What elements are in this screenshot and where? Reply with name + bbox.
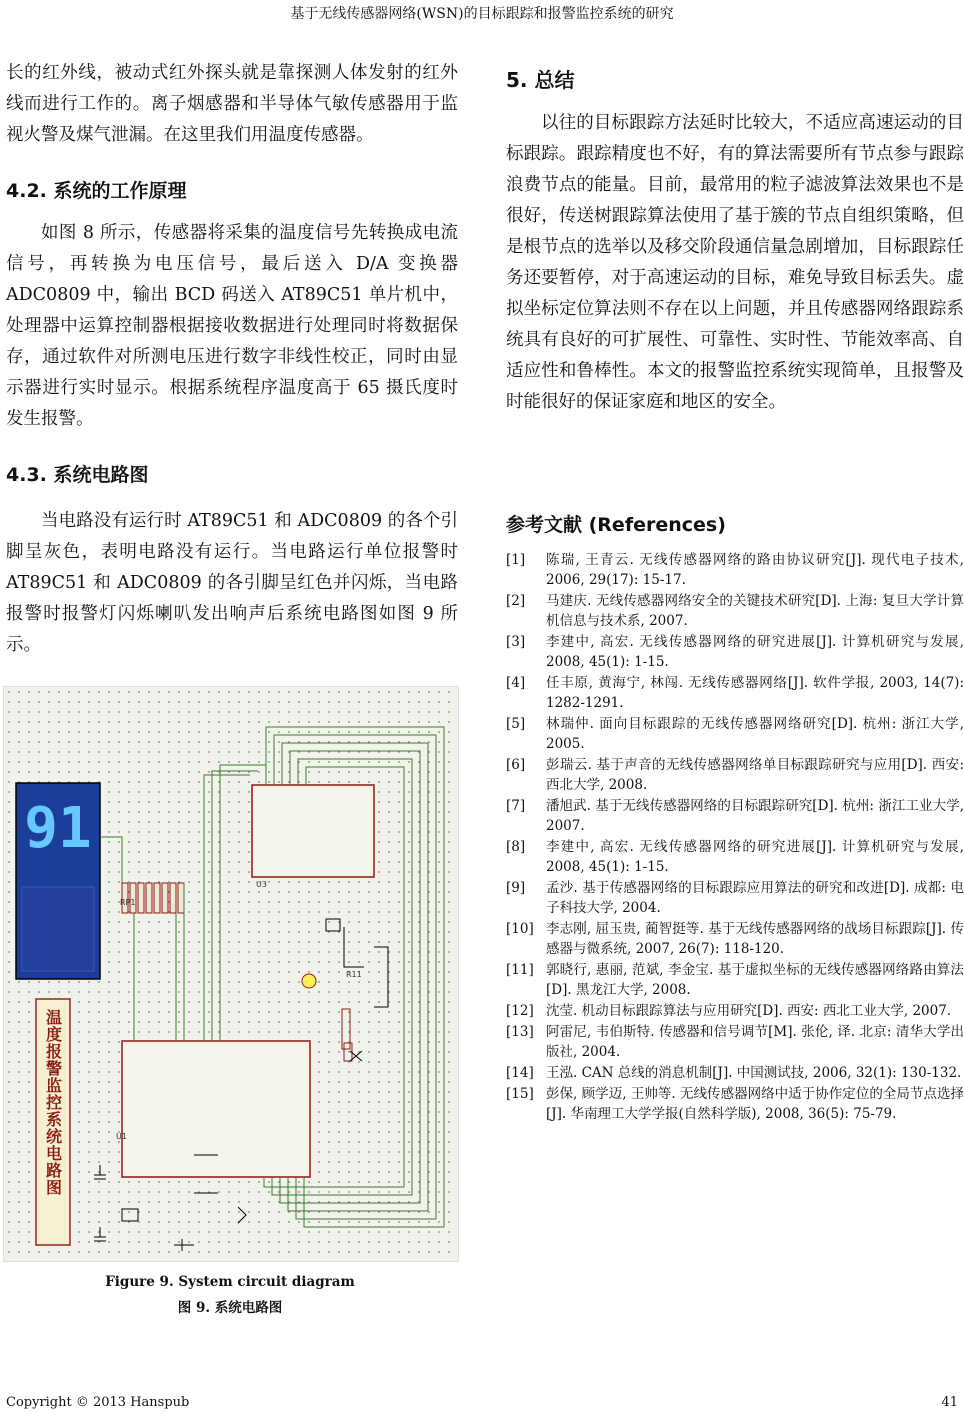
- reference-text: 彭瑞云. 基于声音的无线传感器网络单目标跟踪研究与应用[D]. 西安: 西北大学, 2008.: [546, 757, 964, 793]
- figure-caption-en: Figure 9. System circuit diagram: [105, 1274, 355, 1290]
- reference-number: [6]: [506, 757, 526, 773]
- reference-number: [15]: [506, 1086, 534, 1102]
- reference-item: [506, 837, 964, 877]
- reference-item: [506, 919, 964, 959]
- reference-number: [1]: [506, 552, 526, 568]
- reference-item: [506, 796, 964, 836]
- reference-item: [506, 1022, 964, 1062]
- reference-item: [506, 673, 964, 713]
- reference-number: [8]: [506, 839, 526, 855]
- reference-number: [14]: [506, 1065, 534, 1081]
- references-list: [506, 550, 964, 1125]
- circuit-schematic: [4, 687, 458, 1261]
- section-heading-4-2: 4.2. 系统的工作原理: [6, 180, 187, 202]
- reference-item: [506, 1001, 964, 1021]
- paragraph-working-principle: 如图 8 所示，传感器将采集的温度信号先转换成电流信号，再转换为电压信号，最后送入 D/A 变换器 ADC0809 中，输出 BCD 码送入 AT89C51 单片机中，处理器中运算控制器根据接收数据进行处理同时将数据保存，通过软件对所测电压进行数字非线性校正，同时由显示器进行实时显示。根据系统程序温度高于 65 摄氏度时发生报警。: [6, 223, 458, 429]
- reference-text: 李志刚, 屈玉贵, 蔺智挺等. 基于无线传感器网络的战场目标跟踪[J]. 传感器与微系统, 2007, 26(7): 118-120.: [546, 921, 964, 957]
- reference-item: [506, 960, 964, 1000]
- reference-number: [3]: [506, 634, 526, 650]
- circuit-diagram-figure: [3, 686, 459, 1262]
- svg-text:U3: U3: [256, 880, 267, 889]
- running-header: 基于无线传感器网络(WSN)的目标跟踪和报警监控系统的研究: [290, 6, 674, 22]
- reference-number: [12]: [506, 1003, 534, 1019]
- reference-text: 沈莹. 机动目标跟踪算法与应用研究[D]. 西安: 西北工业大学, 2007.: [546, 1003, 952, 1019]
- references-heading: 参考文献 (References): [506, 514, 726, 536]
- reference-number: [9]: [506, 880, 526, 896]
- reference-text: 林瑞仲. 面向目标跟踪的无线传感器网络研究[D]. 杭州: 浙江大学, 2005.: [546, 716, 964, 752]
- reference-item: [506, 550, 964, 590]
- figure-caption-zh: 图 9. 系统电路图: [177, 1300, 283, 1316]
- reference-item: [506, 632, 964, 672]
- reference-number: [11]: [506, 962, 534, 978]
- adc0809-chip: [252, 785, 374, 877]
- reference-number: [7]: [506, 798, 526, 814]
- paragraph-intro: 长的红外线，被动式红外探头就是靠探测人体发射的红外线而进行工作的。离子烟感器和半导体气敏传感器用于监视火警及煤气泄漏。在这里我们用温度传感器。: [6, 63, 458, 145]
- at89c51-chip: [122, 1041, 310, 1177]
- reference-text: 李建中, 高宏. 无线传感器网络的研究进展[J]. 计算机研究与发展, 2008, 45(1): 1-15.: [546, 839, 964, 875]
- reference-item: [506, 755, 964, 795]
- reference-text: 郭晓行, 惠丽, 范斌, 李金宝. 基于虚拟坐标的无线传感器网络路由算法[D]. 黑龙江大学, 2008.: [546, 962, 964, 998]
- display-digits: 91: [24, 796, 92, 861]
- reference-item: [506, 1084, 964, 1124]
- svg-text:RP1: RP1: [120, 898, 136, 907]
- paragraph-summary: 以往的目标跟踪方法延时比较大，不适应高速运动的目标跟踪。跟踪精度也不好，有的算法需要所有节点参与跟踪浪费节点的能量。目前，最常用的粒子滤波算法效果也不是很好，传送树跟踪算法使用了基于簇的节点自组织策略，但是根节点的选举以及移交阶段通信量急剧增加，目标跟踪任务还要暂停，对于高速运动的目标，难免导致目标丢失。虚拟坐标定位算法则不存在以上问题，并且传感器网络跟踪系统具有良好的可扩展性、可靠性、实时性、节能效率高、自适应性和鲁棒性。本文的报警监控系统实现简单，且报警及时能很好的保证家庭和地区的安全。: [506, 113, 964, 412]
- reference-text: 马建庆. 无线传感器网络安全的关键技术研究[D]. 上海: 复旦大学计算机信息与技术系, 2007.: [546, 593, 964, 629]
- reference-text: 孟沙. 基于传感器网络的目标跟踪应用算法的研究和改进[D]. 成都: 电子科技大学, 2004.: [546, 880, 964, 916]
- reference-number: [5]: [506, 716, 526, 732]
- reference-text: 王泓. CAN 总线的消息机制[J]. 中国测试技, 2006, 32(1): 130-132.: [546, 1065, 962, 1081]
- title-box-text: 温度报警监控系统电路图: [43, 1009, 63, 1196]
- reference-text: 潘旭武. 基于无线传感器网络的目标跟踪研究[D]. 杭州: 浙江工业大学, 2007.: [546, 798, 964, 834]
- section-heading-4-3: 4.3. 系统电路图: [6, 464, 149, 486]
- reference-item: [506, 591, 964, 631]
- reference-number: [4]: [506, 675, 526, 691]
- reference-number: [10]: [506, 921, 534, 937]
- svg-text:R11: R11: [346, 970, 362, 979]
- reference-item: [506, 1063, 964, 1083]
- section-heading-5: 5. 总结: [506, 68, 575, 92]
- page-number: 41: [941, 1395, 958, 1410]
- reference-item: [506, 878, 964, 918]
- copyright-footer: Copyright © 2013 Hanspub: [6, 1395, 190, 1410]
- svg-text:U1: U1: [116, 1132, 127, 1141]
- reference-text: 阿雷尼, 韦伯斯特. 传感器和信号调节[M]. 张伦, 译. 北京: 清华大学出版社, 2004.: [546, 1024, 964, 1060]
- reference-text: 李建中, 高宏. 无线传感器网络的研究进展[J]. 计算机研究与发展, 2008, 45(1): 1-15.: [546, 634, 964, 670]
- reference-number: [2]: [506, 593, 526, 609]
- reference-text: 陈瑞, 王青云. 无线传感器网络的路由协议研究[J]. 现代电子技术, 2006, 29(17): 15-17.: [546, 552, 964, 588]
- reference-text: 彭保, 顾学迈, 王帅等. 无线传感器网络中适于协作定位的全局节点选择[J]. 华南理工大学学报(自然科学版), 2008, 36(5): 75-79.: [546, 1086, 964, 1122]
- reference-number: [13]: [506, 1024, 534, 1040]
- reference-text: 任丰原, 黄海宁, 林闯. 无线传感器网络[J]. 软件学报, 2003, 14(7): 1282-1291.: [546, 675, 964, 711]
- reference-item: [506, 714, 964, 754]
- paragraph-circuit: 当电路没有运行时 AT89C51 和 ADC0809 的各个引脚呈灰色，表明电路没有运行。当电路运行单位报警时 AT89C51 和 ADC0809 的各引脚呈红色并闪烁，当电路报警时报警灯闪烁喇叭发出响声后系统电路图如图 9 所示。: [6, 511, 458, 655]
